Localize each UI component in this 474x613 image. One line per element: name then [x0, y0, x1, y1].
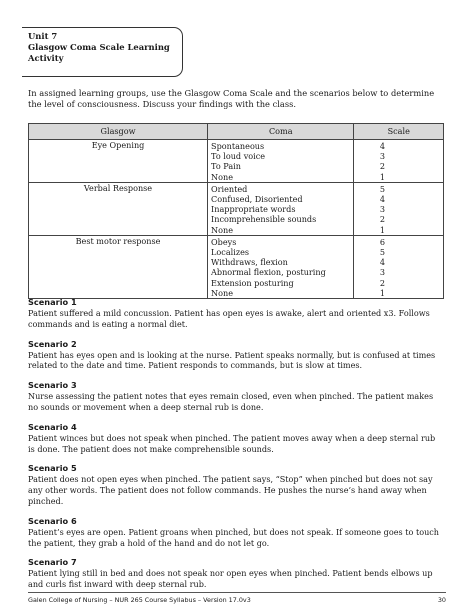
header-coma: Coma: [208, 124, 354, 140]
responses-eye-opening: [208, 140, 353, 182]
response-item: Inappropriate words: [211, 204, 296, 215]
scale-value: 4: [379, 194, 385, 205]
scale-value: 2: [379, 277, 385, 288]
table-row-motor-response: [29, 235, 444, 298]
scenario-3: [28, 380, 444, 413]
scenario-text: Patient’s eyes are open. Patient groans when pinched, but does not speak. If someone goes to touch the patient, they grab a hold of the hand and do not let go.: [28, 526, 440, 548]
responses-verbal: [208, 183, 353, 235]
response-item: To Pain: [211, 161, 241, 172]
table-row-eye-opening: [29, 140, 444, 183]
scenario-text: Patient does not open eyes when pinched. The patient says, “Stop” when pinched but does not say any other words. The patient does not follow commands. He pushes the nurse’s hand away when pinched.: [28, 474, 433, 506]
table-row-verbal-response: [29, 182, 444, 235]
scenario-list: [28, 297, 444, 599]
category-verbal-response: Verbal Response: [29, 182, 208, 235]
response-item: None: [211, 171, 234, 182]
scenario-text: Patient winces but does not speak when pinched. The patient moves away when a deep sternal rub is done. The patient does not make comprehensible sounds.: [28, 432, 436, 454]
scale-value: 2: [379, 214, 385, 225]
response-item: Extension posturing: [211, 277, 294, 288]
scenario-text: Patient lying still in bed and does not speak nor open eyes when pinched. Patient bends elbows up and curls fist inward with deep sternal rub.: [28, 568, 433, 590]
unit-number: Unit 7: [28, 31, 58, 41]
scale-value: 2: [379, 161, 385, 172]
page-footer: [28, 596, 446, 604]
scale-value: 3: [379, 267, 385, 278]
scale-value: 6: [379, 236, 385, 247]
scenario-title: Scenario 4: [28, 421, 77, 432]
scenario-6: [28, 516, 444, 549]
scenario-2: [28, 339, 444, 372]
unit-title: [28, 31, 170, 64]
response-item: Oriented: [211, 183, 248, 194]
scale-value: 3: [379, 151, 385, 162]
response-item: Obeys: [211, 236, 237, 247]
scales-motor: [354, 236, 443, 298]
page-number: 30: [437, 596, 446, 604]
scenario-text: Patient suffered a mild concussion. Patient has open eyes is awake, alert and oriented x3. Follows commands and is eating a normal diet.: [28, 308, 430, 329]
scale-value: 5: [379, 183, 385, 194]
category-eye-opening: Eye Opening: [29, 140, 208, 183]
scenario-7: [28, 557, 444, 590]
scenario-title: Scenario 6: [28, 515, 77, 526]
response-item: Confused, Disoriented: [211, 194, 303, 205]
scales-verbal: [354, 183, 443, 235]
footer-course-info: Galen College of Nursing – NUR 265 Course Syllabus – Version 17.0v3: [28, 596, 251, 604]
header-scale: Scale: [354, 124, 444, 140]
response-item: Abnormal flexion, posturing: [211, 267, 326, 278]
activity-title-line2: Activity: [28, 53, 64, 63]
response-item: None: [211, 287, 234, 298]
glasgow-coma-scale-table: [28, 123, 444, 299]
responses-motor: [208, 236, 353, 298]
footer-divider: [28, 592, 446, 593]
intro-paragraph: In assigned learning groups, use the Glasgow Coma Scale and the scenarios below to determine the level of consciousness. Discuss your findings with the class.: [28, 88, 435, 110]
scenario-text: Nurse assessing the patient notes that eyes remain closed, even when pinched. The patient makes no sounds or movement when a deep sternal rub is done.: [28, 391, 434, 412]
scenario-1: [28, 297, 444, 330]
scenario-title: Scenario 5: [28, 463, 77, 474]
scenario-title: Scenario 3: [28, 380, 77, 391]
category-motor-response: Best motor response: [29, 235, 208, 298]
response-item: Spontaneous: [211, 141, 265, 151]
response-item: Incomprehensible sounds: [211, 214, 317, 225]
scale-value: 3: [379, 204, 385, 215]
scale-value: 1: [379, 224, 385, 235]
scenario-4: [28, 422, 444, 455]
scale-value: 5: [379, 247, 385, 258]
scale-value: 1: [379, 171, 385, 182]
scenario-title: Scenario 2: [28, 338, 77, 349]
scenario-text: Patient has eyes open and is looking at the nurse. Patient speaks normally, but is confused at times related to the date and time. Patient responds to commands, but is slow at times.: [28, 349, 436, 371]
scale-value: 1: [379, 287, 385, 298]
scenario-title: Scenario 7: [28, 557, 77, 568]
header-glasgow: Glasgow: [29, 124, 208, 140]
response-item: None: [211, 224, 234, 235]
response-item: Withdraws, flexion: [211, 257, 288, 268]
activity-title-line1: Glasgow Coma Scale Learning: [28, 42, 170, 52]
table-header-row: [29, 124, 444, 140]
scale-value: 4: [379, 257, 385, 268]
scenario-5: [28, 463, 444, 506]
scale-value: 4: [379, 141, 385, 151]
scenario-title: Scenario 1: [28, 297, 77, 307]
scales-eye-opening: [354, 140, 443, 182]
response-item: To loud voice: [211, 151, 266, 162]
response-item: Localizes: [211, 247, 250, 258]
